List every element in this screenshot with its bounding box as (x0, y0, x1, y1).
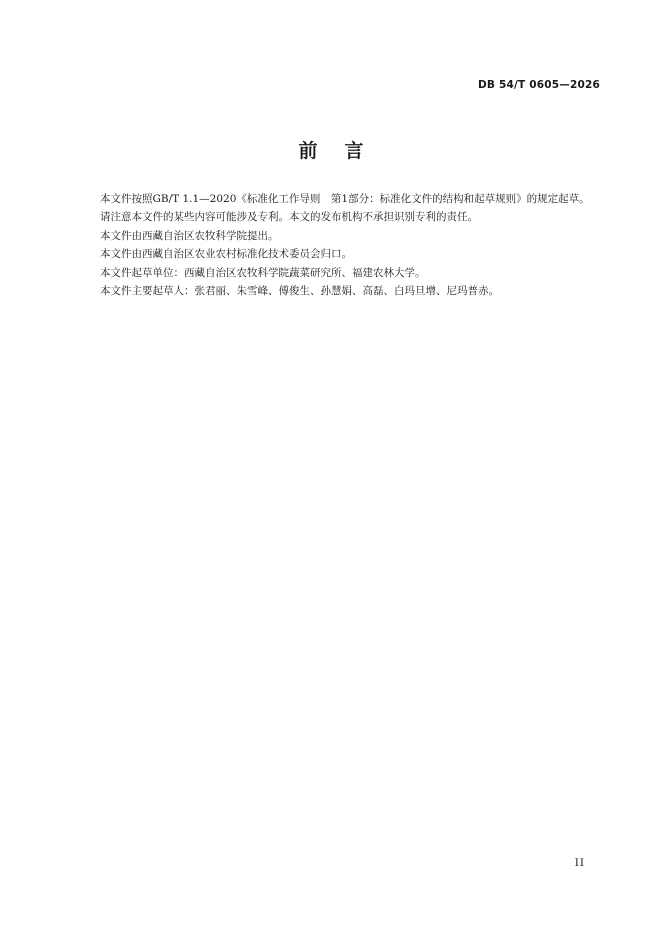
paragraph-administrator: 本文件由西藏自治区农业农村标准化技术委员会归口。 (100, 248, 352, 261)
page-number: II (574, 857, 585, 869)
paragraph-proposer: 本文件由西藏自治区农牧科学院提出。 (100, 229, 279, 242)
paragraph-drafting-basis: 本文件按照GB/T 1.1—2020《标准化工作导则 第1部分：标准化文件的结构和起草规则》的规定起草。 (100, 193, 590, 205)
paragraph-main-drafters: 本文件主要起草人：张君丽、朱雪峰、傅俊生、孙慧娟、高磊、白玛旦增、尼玛普赤。 (100, 285, 499, 298)
document-code: DB 54/T 0605—2026 (478, 79, 600, 91)
foreword-body (79, 190, 603, 300)
page-title: 前言 (298, 140, 391, 162)
paragraph-patent-notice: 请注意本文件的某些内容可能涉及专利。本文的发布机构不承担识别专利的责任。 (100, 211, 478, 224)
paragraph-drafting-units: 本文件起草单位：西藏自治区农牧科学院蔬菜研究所、福建农林大学。 (100, 266, 426, 279)
